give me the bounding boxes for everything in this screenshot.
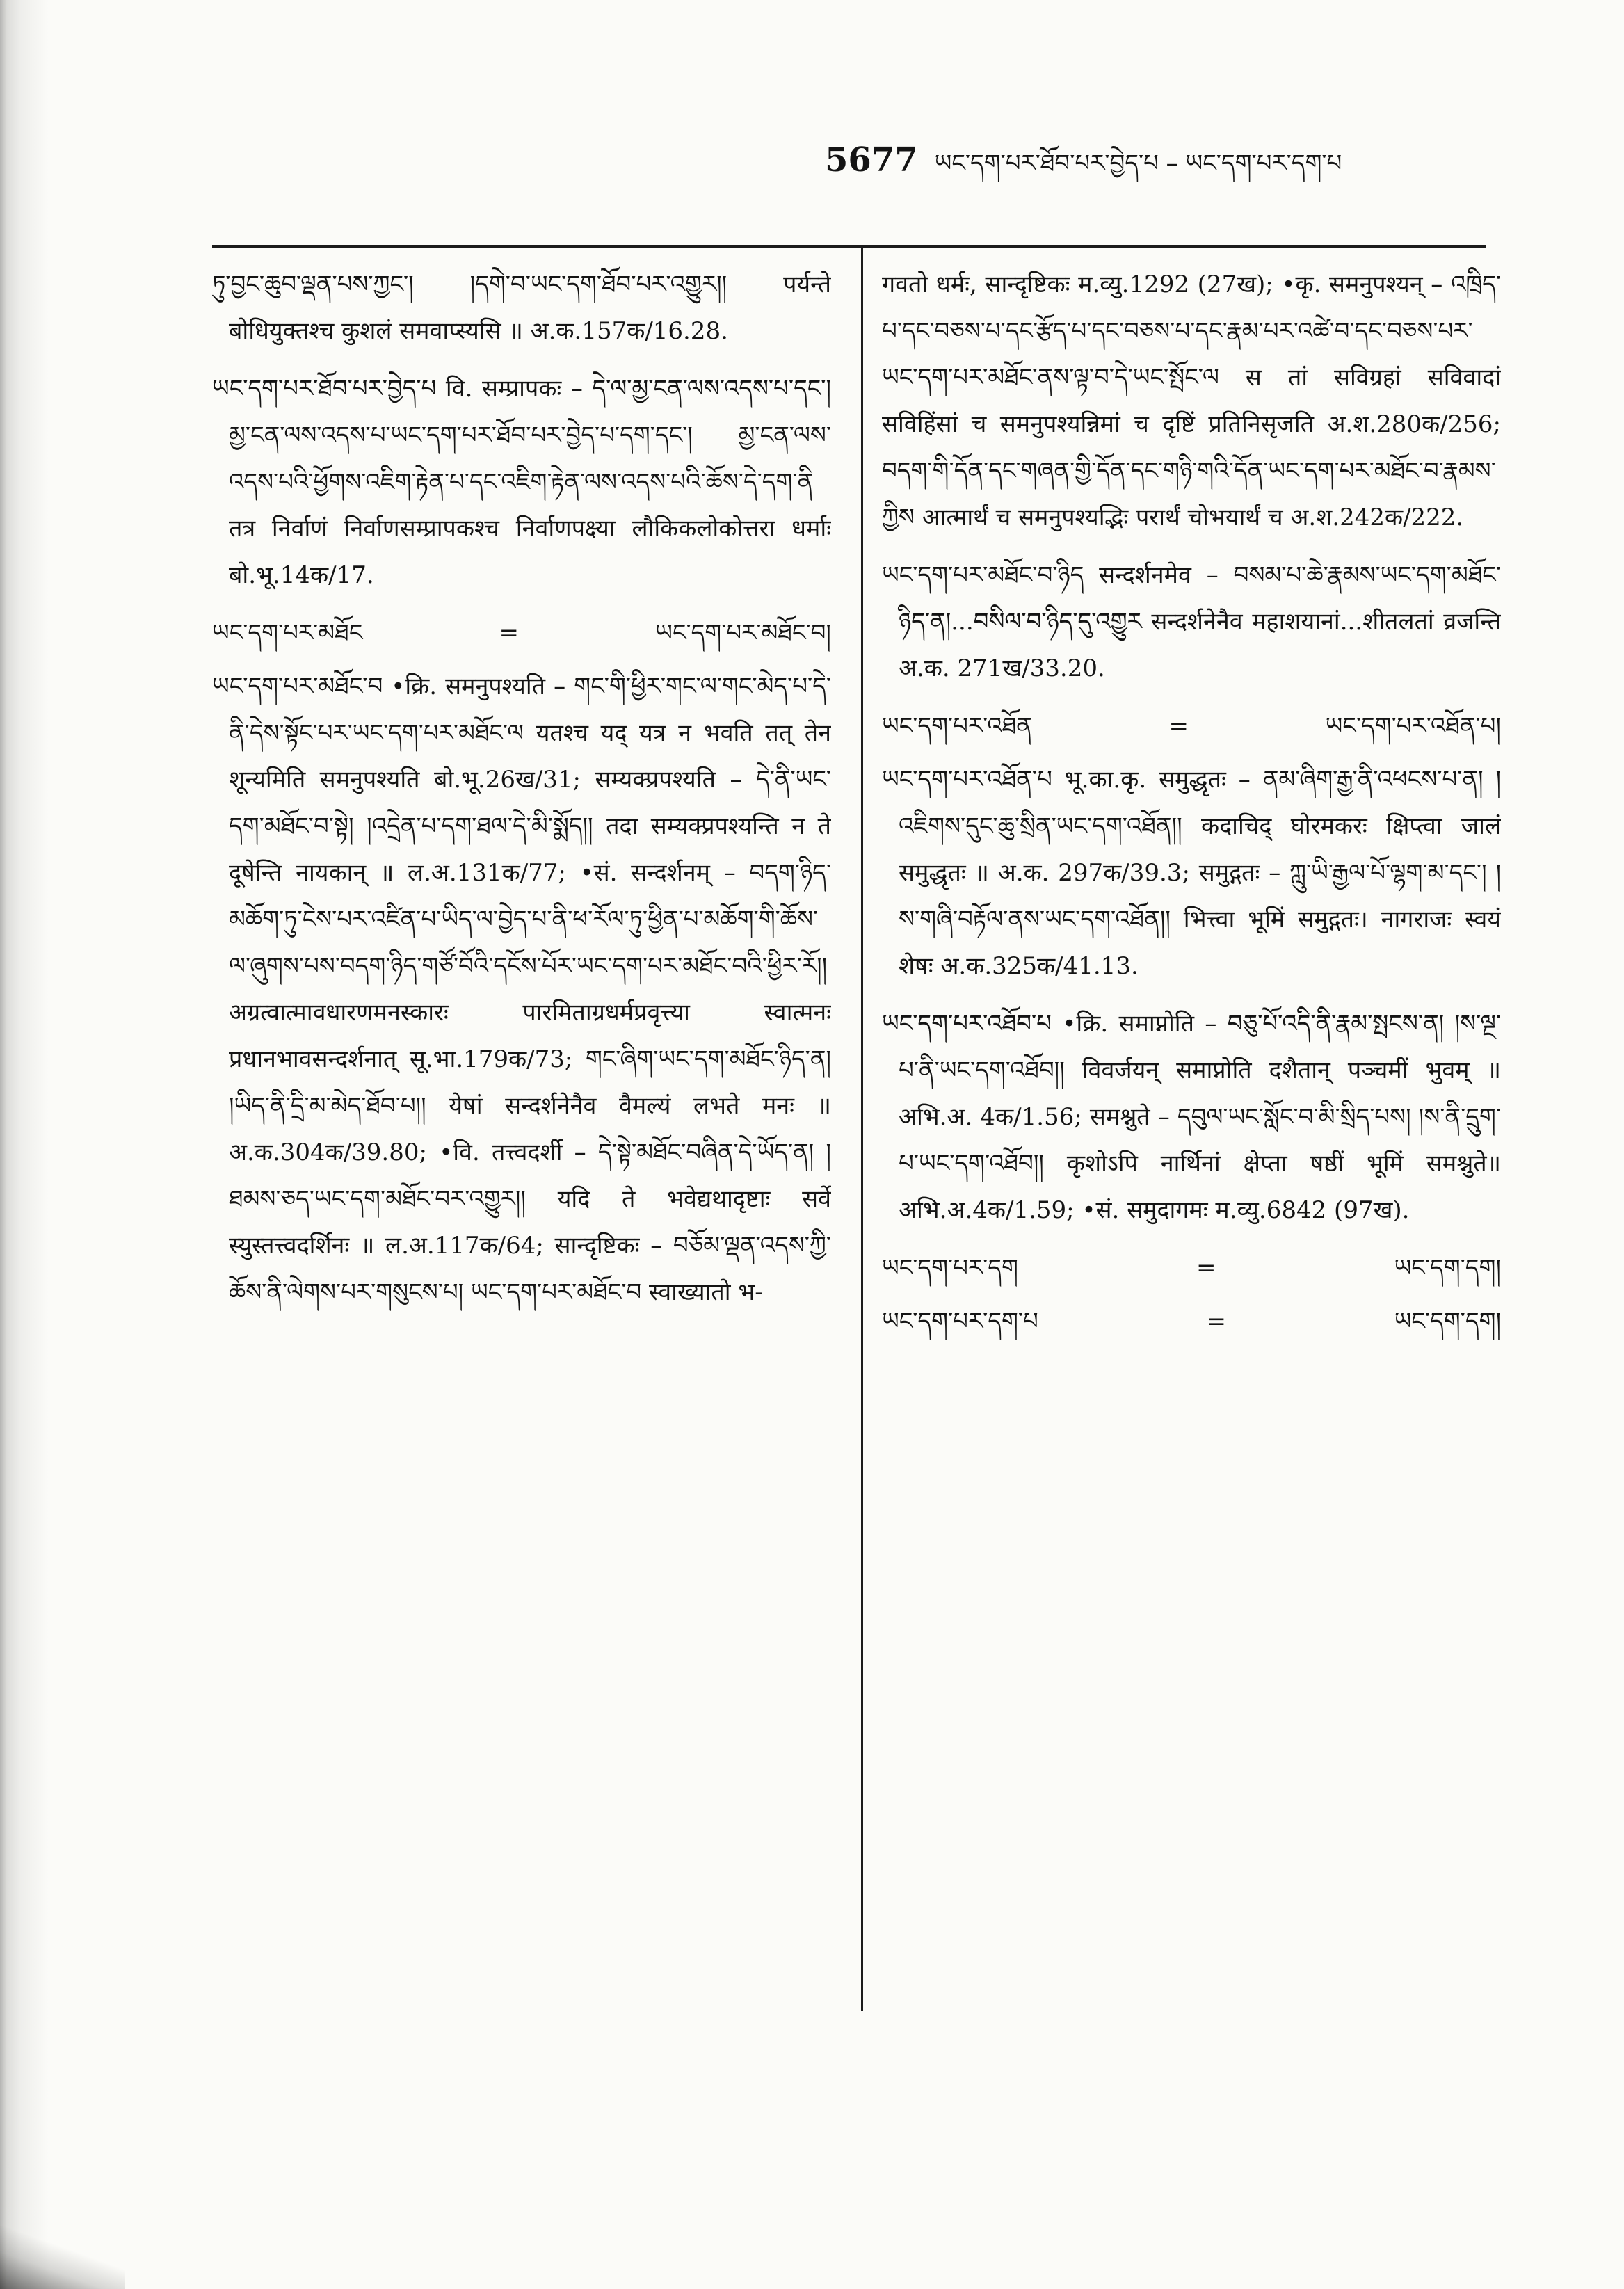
left-column bbox=[212, 262, 831, 2028]
cross-reference-entry bbox=[882, 703, 1501, 750]
cross-reference-entry bbox=[882, 1245, 1501, 1292]
right-column bbox=[882, 262, 1501, 2028]
crossref-eq: = bbox=[499, 619, 519, 647]
dictionary-entry: ཡང་དག་པར་མཐོང་བ •क्रि. समनुपश्यति – གང་གི་ཕྱིར་གང་ལ་གང་མེད་པ་དེ་ནི་དེས་སྟོང་པར་ཡང་དག་པར་མཐོང་ལ यतश्च यद् यत्र न भवति तत् तेन शून्यमिति समनुपश्यति बो.भू.26ख/31; सम्यक्प्रपश्यति – དེ་ནི་ཡང་དག་མཐོང་བ་སྟེ། །འདྲེན་པ་དག་ཐལ་དེ་མི་སྨོད།། तदा सम्यक्प्रपश्यन्ति न ते दूषेन्ति नायकान् ॥ ल.अ.131क/77; •सं. सन्दर्शनम् – བདག་ཉིད་མཆོག་ཏུ་ངེས་པར་འཛིན་པ་ཡིད་ལ་བྱེད་པ་ནི་ཕ་རོལ་ཏུ་ཕྱིན་པ་མཆོག་གི་ཆོས་ལ་ཞུགས་པས་བདག་ཉིད་གཙོ་བོའི་དངོས་པོར་ཡང་དག་པར་མཐོང་བའི་ཕྱིར་རོ།། अग्रत्वात्मावधारणमनस्कारः पारमिताग्रधर्मप्रवृत्त्या स्वात्मनः प्रधानभावसन्दर्शनात् सू.भा.179क/73; གང་ཞིག་ཡང་དག་མཐོང་ཉིད་ན། །ཡིད་ནི་དྲི་མ་མེད་ཐོབ་པ།། येषां सन्दर्शनेनैव वैमल्यं लभते मनः ॥ अ.क.304क/39.80; •वि. तत्त्वदर्शी – དེ་སྟེ་མཐོང་བཞིན་དེ་ཡོད་ན། །ཐམས་ཅད་ཡང་དག་མཐོང་བར་འགྱུར།། यदि ते भवेद्यथादृष्टाः सर्वे स्युस्तत्त्वदर्शिनः ॥ ल.अ.117क/64; सान्दृष्टिकः – བཅོམ་ལྡན་འདས་ཀྱི་ཆོས་ནི་ལེགས་པར་གསུངས་པ། ཡང་དག་པར་མཐོང་བ स्वाख्यातो भ- bbox=[212, 673, 831, 1306]
running-head: ཡང་དག་པར་ཐོབ་པར་བྱེད་པ – ཡང་དག་པར་དག་པ bbox=[934, 150, 1342, 177]
crossref-target: ཡང་དག་དག། bbox=[1394, 1308, 1501, 1335]
column-divider bbox=[861, 245, 863, 2011]
page-number: 5677 bbox=[825, 140, 918, 179]
scan-edge-shadow bbox=[0, 0, 49, 2289]
crossref-target: ཡང་དག་དག། bbox=[1394, 1254, 1501, 1282]
crossref-eq: = bbox=[1168, 712, 1189, 740]
dictionary-entry: ཡང་དག་པར་མཐོང་བ་ཉིད सन्दर्शनमेव – བསམ་པ་ཆེ་རྣམས་ཡང་དག་མཐོང་ཉིད་ན།...བསིལ་བ་ཉིད་དུ་འགྱུར सन्दर्शनेनैव महाशयानां...शीतलतां व्रजन्ति अ.क. 271ख/33.20. bbox=[882, 561, 1501, 682]
dictionary-entry: ཏུ་བྱང་ཆུབ་ལྡན་པས་ཀྱང་། །དགེ་བ་ཡང་དག་ཐོབ་པར་འགྱུར།། पर्यन्ते बोधियुक्तश्च कुशलं समवाप्स्यसि ॥ अ.क.157क/16.28. bbox=[212, 271, 831, 345]
cross-reference-entry bbox=[882, 1299, 1501, 1345]
crossref-eq: = bbox=[1196, 1254, 1216, 1282]
dictionary-entry: ཡང་དག་པར་འཐོན་པ भू.का.कृ. समुद्धृतः – ནམ་ཞིག་རྒྱ་ནི་འཕངས་པ་ན། །འཇིགས་དུང་ཆུ་སྲིན་ཡང་དག་འཐོན།། कदाचिद् घोरमकरः क्षिप्त्वा जालं समुद्धृतः ॥ अ.क. 297क/39.3; समुद्गतः – ཀླུ་ཡི་རྒྱལ་པོ་ལྷག་མ་དང་། །ས་གཞི་བརྟོལ་ནས་ཡང་དག་འཐོན།། भित्त्वा भूमिं समुद्गतः। नागराजः स्वयं शेषः अ.क.325क/41.13. bbox=[882, 766, 1501, 980]
dictionary-entry: ཡང་དག་པར་འཐོབ་པ •क्रि. समाप्नोति – བཅུ་པོ་འདི་ནི་རྣམ་སྤངས་ན། །ས་ལྔ་པ་ནི་ཡང་དག་འཐོབ།། विवर्जयन् समाप्नोति दशैतान् पञ्चमीं भुवम् ॥ अभि.अ. 4क/1.56; समश्नुते – དབུལ་ཡང་སློང་བ་མི་སྲིད་པས། །ས་ནི་དྲུག་པ་ཡང་དག་འཐོབ།། कृशोऽपि नार्थिनां क्षेप्ता षष्ठीं भूमिं समश्नुते॥ अभि.अ.4क/1.59; •सं. समुदागमः म.व्यु.6842 (97ख). bbox=[882, 1010, 1501, 1224]
cross-reference-entry bbox=[212, 610, 831, 657]
scan-corner-shadow bbox=[0, 2226, 125, 2289]
crossref-target: ཡང་དག་པར་འཐོན་པ། bbox=[1325, 712, 1501, 740]
entry-continuation: गवतो धर्मः, सान्दृष्टिकः म.व्यु.1292 (27ख); •कृ. समनुपश्यन् – འཁྲིད་པ་དང་བཅས་པ་དང་རྩོད་པ་དང་བཅས་པ་དང་རྣམ་པར་འཚེ་བ་དང་བཅས་པར་ཡང་དག་པར་མཐོང་ནས་ལྟ་བ་དེ་ཡང་སྤོང་ལ स तां सविग्रहां सविवादां सविहिंसां च समनुपश्यन्निमां च दृष्टिं प्रतिनिसृजति अ.श.280क/256; བདག་གི་དོན་དང་གཞན་གྱི་དོན་དང་གཉི་གའི་དོན་ཡང་དག་པར་མཐོང་བ་རྣམས་ཀྱིས आत्मार्थं च समनुपश्यद्भिः परार्थं चोभयार्थं च अ.श.242क/222. bbox=[882, 271, 1501, 531]
header-rule bbox=[212, 245, 1486, 248]
crossref-eq: = bbox=[1206, 1308, 1226, 1335]
crossref-head: ཡང་དག་པར་དག bbox=[882, 1254, 1018, 1282]
crossref-head: ཡང་དག་པར་མཐོང bbox=[212, 619, 363, 647]
dictionary-entry: ཡང་དག་པར་ཐོབ་པར་བྱེད་པ वि. सम्प्रापकः – དེ་ལ་མྱ་ངན་ལས་འདས་པ་དང་། མྱ་ངན་ལས་འདས་པ་ཡང་དག་པར་ཐོབ་པར་བྱེད་པ་དག་དང་། མྱ་ངན་ལས་འདས་པའི་ཕྱོགས་འཇིག་རྟེན་པ་དང་འཇིག་རྟེན་ལས་འདས་པའི་ཆོས་དེ་དག་ནི तत्र निर्वाणं निर्वाणसम्प्रापकश्च निर्वाणपक्ष्या लौकिकलोकोत्तरा धर्माः बो.भू.14क/17. bbox=[212, 375, 831, 589]
crossref-head: ཡང་དག་པར་དག་པ bbox=[882, 1308, 1038, 1335]
crossref-head: ཡང་དག་པར་འཐོན bbox=[882, 712, 1032, 740]
page-header bbox=[825, 136, 1520, 185]
crossref-target: ཡང་དག་པར་མཐོང་བ། bbox=[655, 619, 831, 647]
